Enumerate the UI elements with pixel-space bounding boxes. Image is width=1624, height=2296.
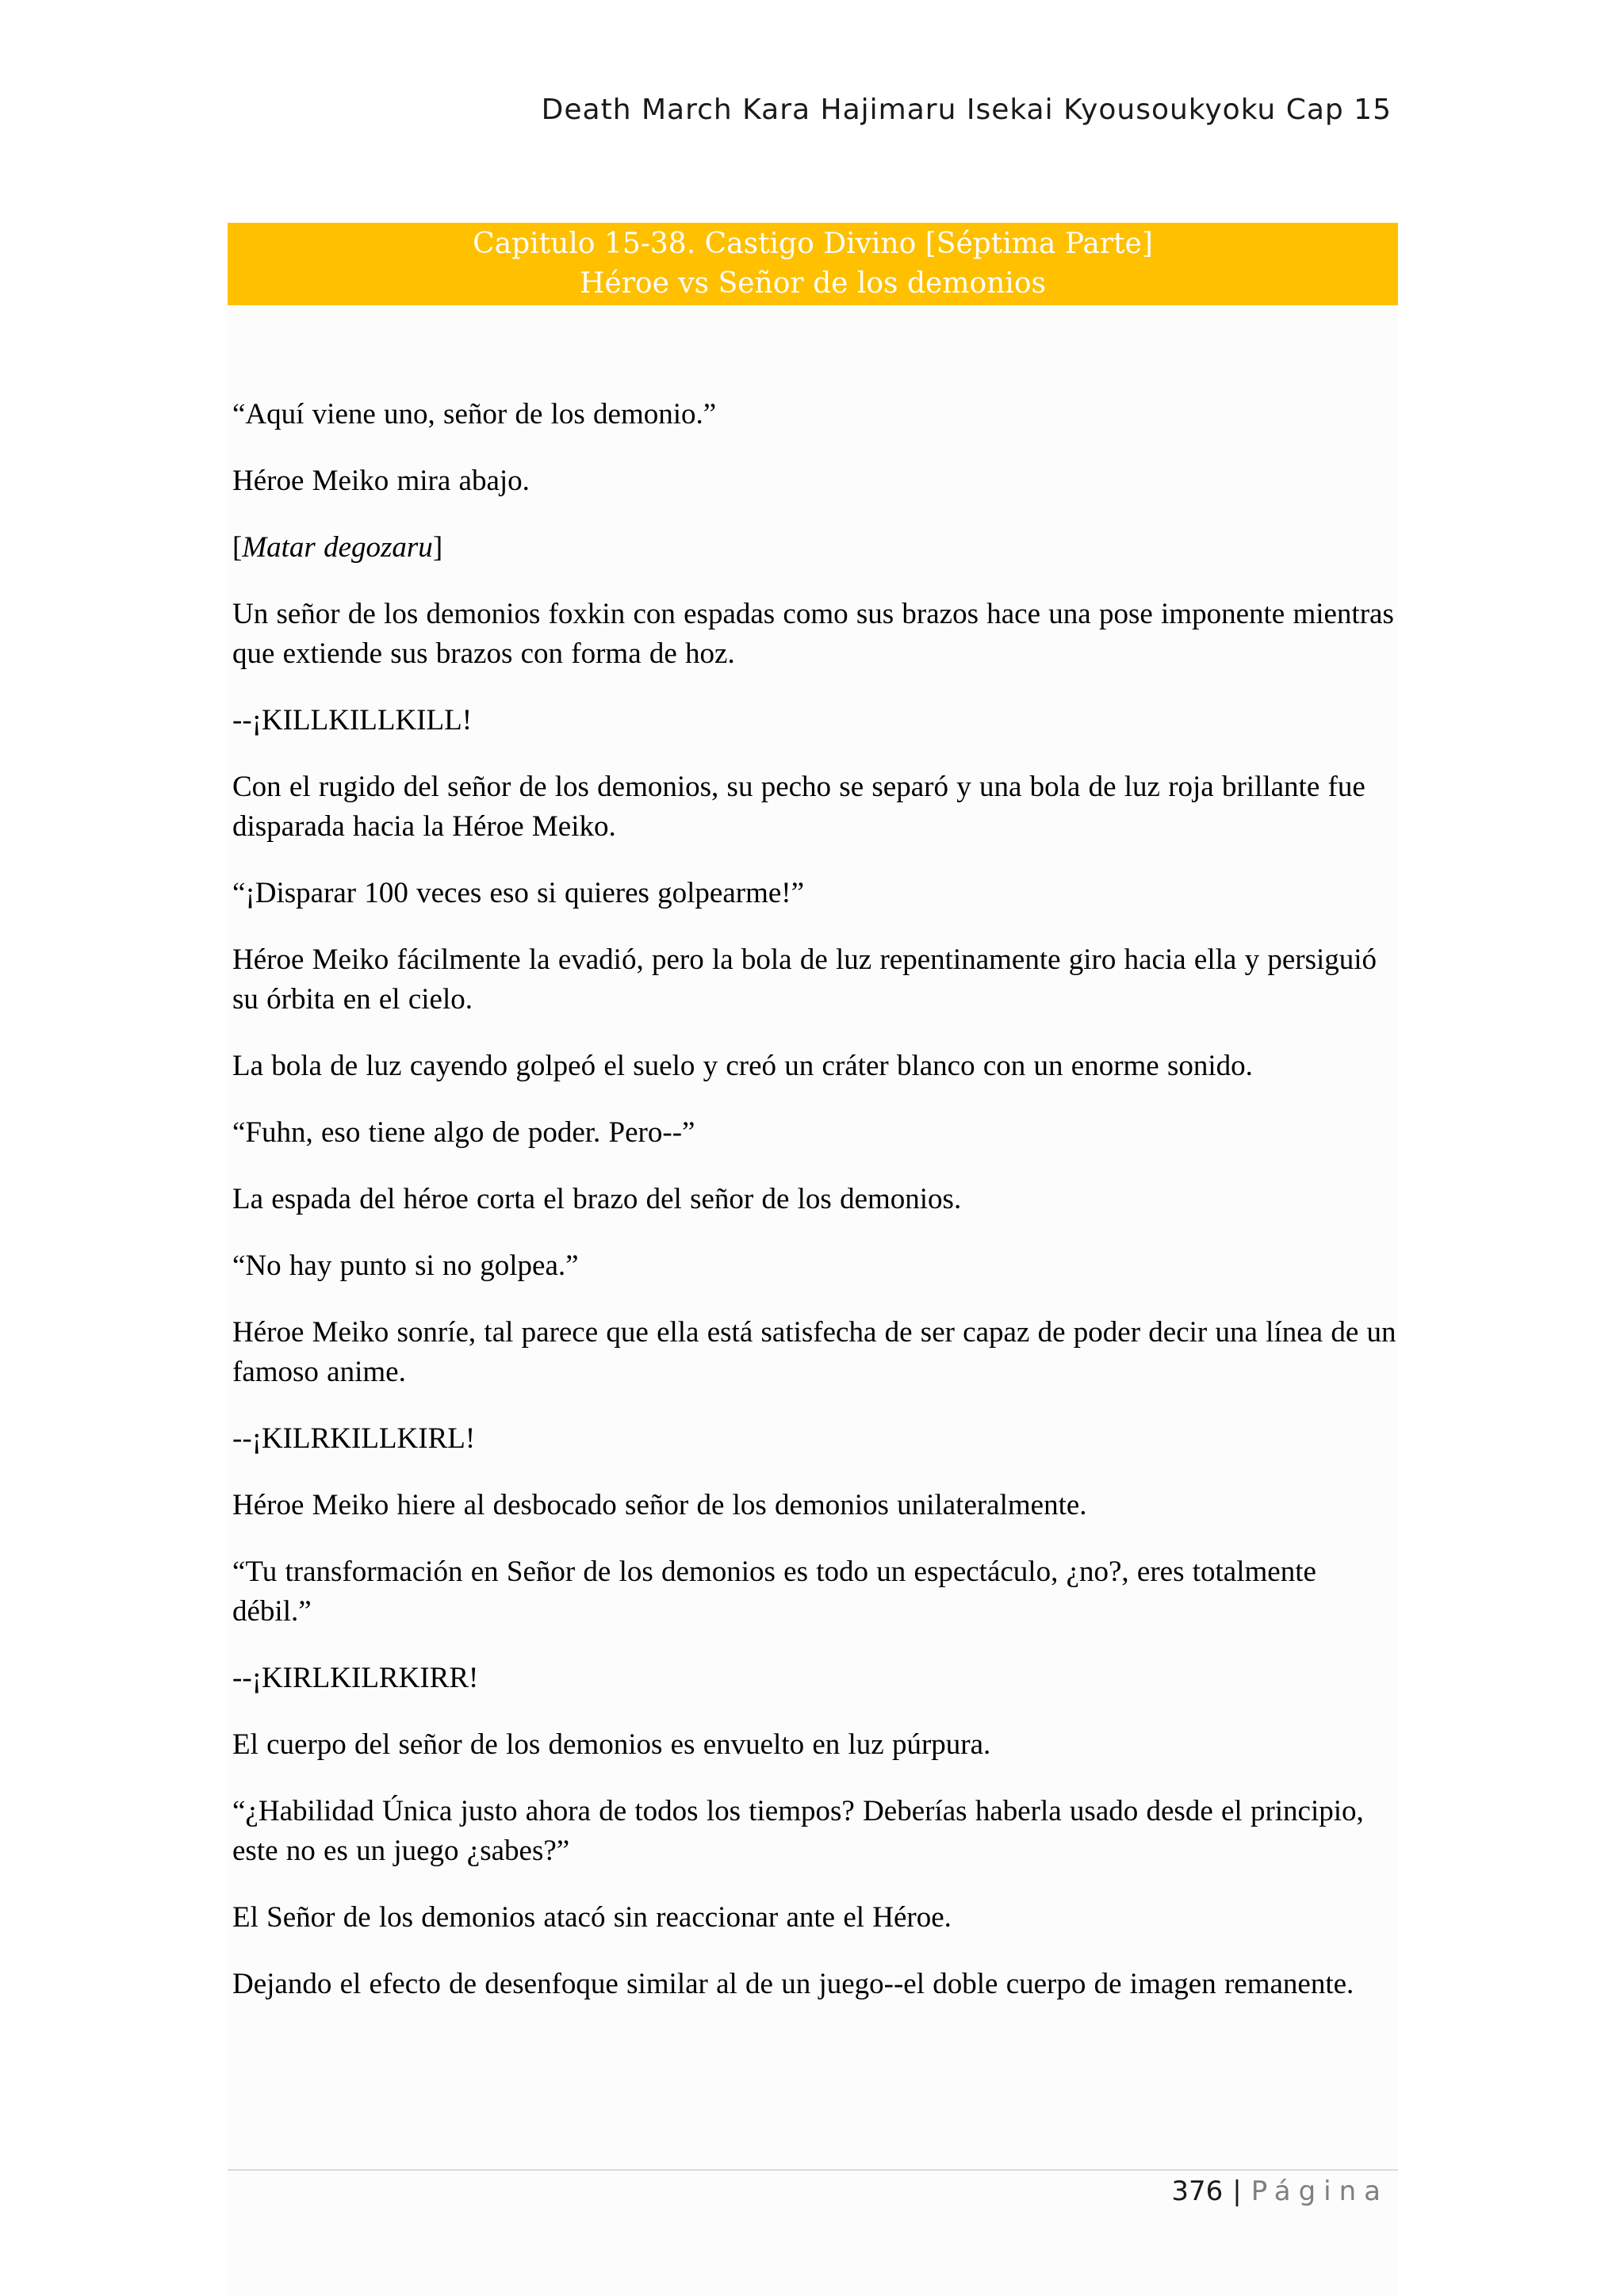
paragraph: “Fuhn, eso tiene algo de poder. Pero--” — [232, 1116, 695, 1149]
paragraph: Héroe Meiko sonríe, tal parece que ella está satisfecha de ser capaz de poder decir una línea de un famoso anime. — [232, 1316, 1396, 1388]
chapter-subtitle: Héroe vs Señor de los demonios — [580, 267, 1046, 300]
bracket-close: ] — [432, 531, 443, 564]
paragraph: Dejando el efecto de desenfoque similar al de un juego--el doble cuerpo de imagen remanente. — [232, 1968, 1354, 2000]
page-number: 376 — [1171, 2175, 1224, 2207]
paragraph: Héroe Meiko fácilmente la evadió, pero la bola de luz repentinamente giro hacia ella y persiguió su órbita en el cielo. — [232, 943, 1377, 1016]
paragraph: “No hay punto si no golpea.” — [232, 1249, 579, 1282]
bracket-open: [ — [232, 531, 243, 564]
footer-divider — [228, 2169, 1398, 2171]
page-label: Página — [1251, 2175, 1388, 2207]
italic-phrase: Matar degozaru — [242, 531, 433, 564]
paragraph: “Aquí viene uno, señor de los demonio.” — [232, 398, 717, 430]
paragraph: La bola de luz cayendo golpeó el suelo y creó un cráter blanco con un enorme sonido. — [232, 1050, 1253, 1082]
paragraph: Con el rugido del señor de los demonios, su pecho se separó y una bola de luz roja brillante fue disparada hacia la Héroe Meiko. — [232, 771, 1365, 843]
paragraph: --¡KILRKILLKIRL! — [232, 1422, 476, 1455]
paragraph: El Señor de los demonios atacó sin reaccionar ante el Héroe. — [232, 1901, 952, 1934]
chapter-title-banner — [228, 223, 1398, 305]
footer-separator: | — [1232, 2175, 1242, 2207]
paragraph: --¡KILLKILLKILL! — [232, 704, 473, 737]
paragraph: Héroe Meiko mira abajo. — [232, 465, 530, 497]
paragraph: Un señor de los demonios foxkin con espadas como sus brazos hace una pose imponente mientras que extiende sus brazos con forma de hoz. — [232, 598, 1394, 670]
paragraph: “Tu transformación en Señor de los demonios es todo un espectáculo, ¿no?, eres totalmente débil.” — [232, 1556, 1316, 1628]
paragraph: --¡KIRLKILRKIRR! — [232, 1662, 479, 1694]
running-header: Death March Kara Hajimaru Isekai Kyousoukyoku Cap 15 — [541, 94, 1392, 126]
chapter-title: Capitulo 15-38. Castigo Divino [Séptima Parte] — [473, 228, 1153, 260]
paragraph: La espada del héroe corta el brazo del señor de los demonios. — [232, 1183, 962, 1215]
paragraph: Héroe Meiko hiere al desbocado señor de los demonios unilateralmente. — [232, 1489, 1087, 1521]
paragraph: “¿Habilidad Única justo ahora de todos los tiempos? Deberías haberla usado desde el principio, este no es un juego ¿sabes?” — [232, 1795, 1364, 1867]
paragraph — [232, 528, 1398, 568]
paragraph: “¡Disparar 100 veces eso si quieres golpearme!” — [232, 877, 805, 909]
paragraph: El cuerpo del señor de los demonios es envuelto en luz púrpura. — [232, 1728, 991, 1761]
chapter-body — [232, 395, 1398, 2031]
page-footer — [1171, 2175, 1388, 2207]
